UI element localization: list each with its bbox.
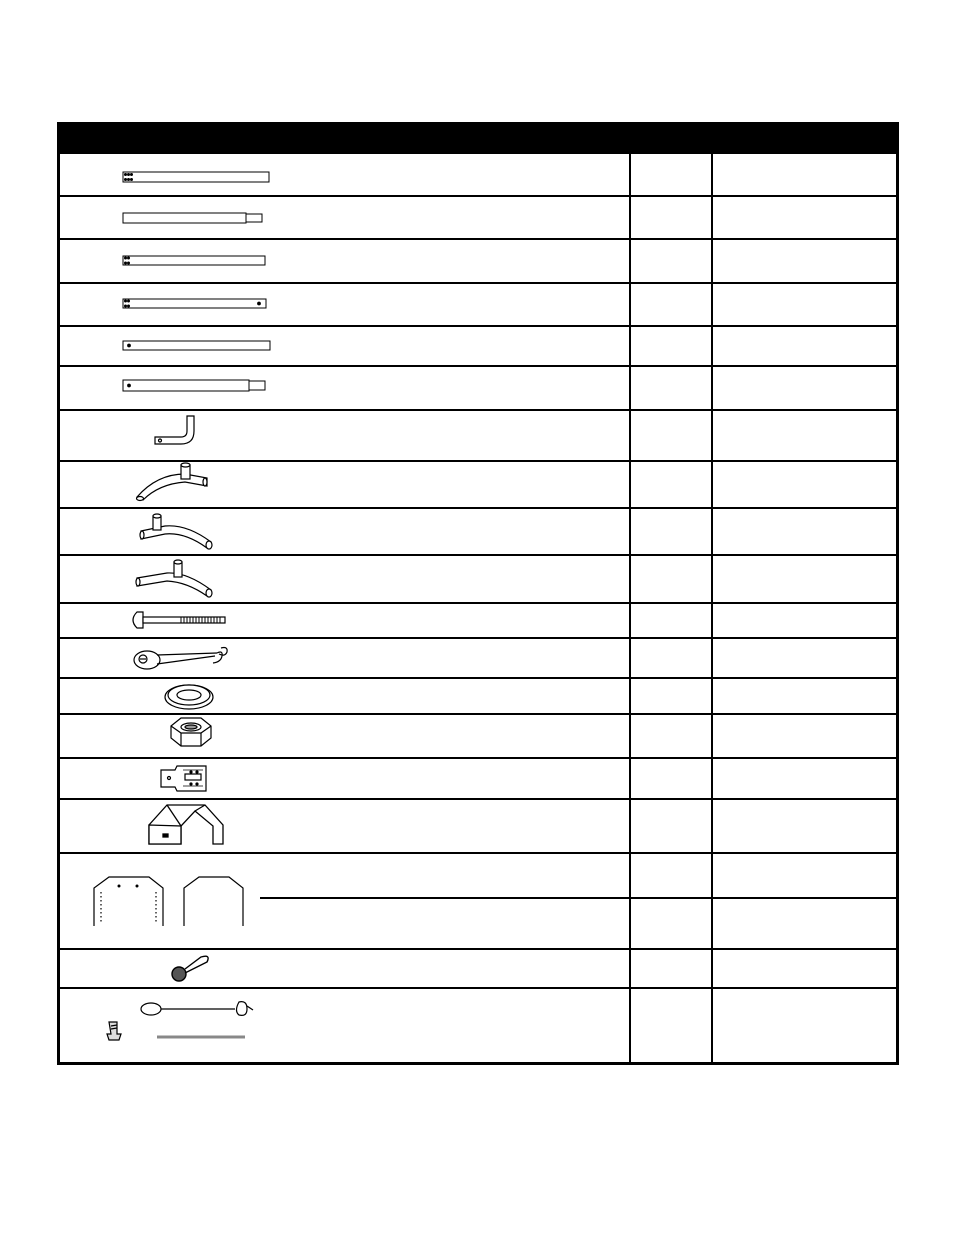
part-tube-6 <box>123 380 265 391</box>
part-ball-bungee <box>172 956 208 981</box>
part-ground-anchor-kit <box>107 1002 253 1040</box>
parts-table-graphic <box>57 122 899 1065</box>
part-canopy-cover <box>149 805 223 844</box>
part-spring-clip <box>134 648 227 670</box>
part-flat-washer <box>165 685 213 709</box>
parts-table <box>57 122 899 1065</box>
part-tee-fitting-3 <box>136 560 212 597</box>
part-hex-nut <box>171 718 211 746</box>
part-end-panels <box>94 877 260 926</box>
part-carriage-bolt <box>133 612 225 628</box>
part-tube-2 <box>123 213 262 223</box>
part-tube-3 <box>123 256 265 265</box>
part-tube-1 <box>123 172 269 182</box>
part-elbow-fitting <box>155 416 194 444</box>
part-tube-4 <box>123 299 266 308</box>
part-tube-5 <box>123 341 270 350</box>
part-tee-fitting-1 <box>137 463 208 501</box>
row-separators <box>57 196 899 988</box>
part-foot-plate <box>161 766 206 791</box>
part-tee-fitting-2 <box>140 514 212 549</box>
table-header-bar <box>57 122 899 154</box>
